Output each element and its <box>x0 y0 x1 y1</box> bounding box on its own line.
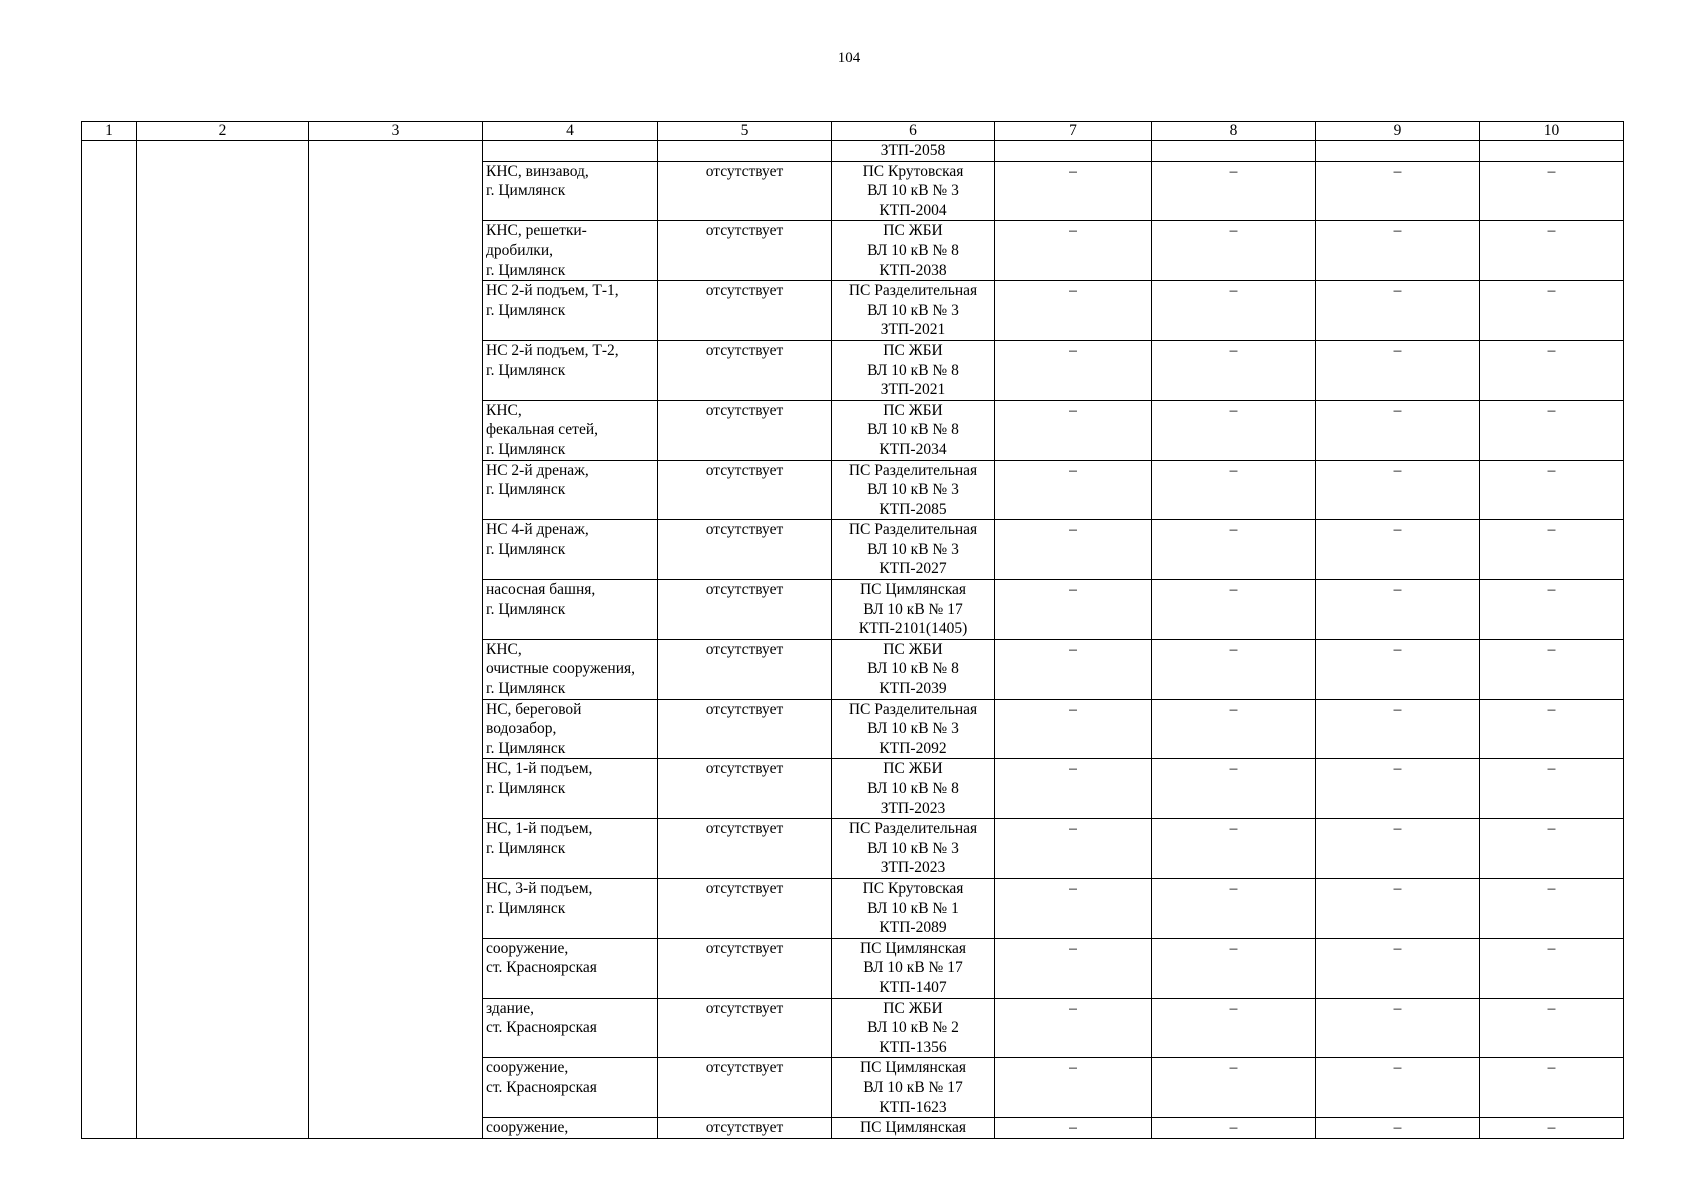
c4-line: г. Цимлянск <box>486 739 566 757</box>
cell-c5: отсутствует <box>658 460 832 520</box>
cell-c8: – <box>1152 580 1316 640</box>
c4-line: КНС, винзавод, <box>486 162 589 180</box>
cell-c4 <box>483 998 658 1058</box>
cell-c4 <box>483 819 658 879</box>
c4-line: г. Цимлянск <box>486 600 566 618</box>
c6-line: КТП-2038 <box>879 261 947 279</box>
cell-c4 <box>483 699 658 759</box>
cell-c4 <box>483 580 658 640</box>
c4-line: НС 4-й дренаж, <box>486 521 589 539</box>
c6-line: КТП-2101(1405) <box>858 620 968 638</box>
c4-line: ст. Красноярская <box>486 1019 597 1037</box>
cell-c5: отсутствует <box>658 878 832 938</box>
c6-line: ПС ЖБИ <box>883 222 943 240</box>
c6-line: ПС Цимлянская <box>859 1119 967 1137</box>
column-header: 4 <box>483 122 658 141</box>
cell-c10: – <box>1480 639 1624 699</box>
c6-line: ВЛ 10 кВ № 17 <box>863 1078 963 1096</box>
c6-line: ЗТП-2021 <box>880 381 946 399</box>
cell-c7: – <box>995 998 1152 1058</box>
cell-c5: отсутствует <box>658 221 832 281</box>
cell-c5: отсутствует <box>658 998 832 1058</box>
cell-c9: – <box>1316 580 1480 640</box>
cell-c6 <box>832 400 995 460</box>
column-number-header <box>82 122 1624 141</box>
cell-c6 <box>832 1118 995 1139</box>
c6-line: КТП-2004 <box>879 201 947 219</box>
c6-line: ПС Цимлянская <box>859 581 967 599</box>
c4-line: сооружение, <box>486 1059 569 1077</box>
cell-c5: отсутствует <box>658 639 832 699</box>
cell-c10: – <box>1480 520 1624 580</box>
column-header: 9 <box>1316 122 1480 141</box>
cell-c8: – <box>1152 460 1316 520</box>
cell-c4 <box>483 460 658 520</box>
cell-c4 <box>483 520 658 580</box>
cell-c5: отсутствует <box>658 699 832 759</box>
cell-c6 <box>832 878 995 938</box>
cell-c5: отсутствует <box>658 340 832 400</box>
cell-c7: – <box>995 938 1152 998</box>
cell-c9: – <box>1316 938 1480 998</box>
cell-c7: – <box>995 759 1152 819</box>
c4-line: водозабор, <box>486 720 557 738</box>
cell-c8: – <box>1152 998 1316 1058</box>
cell-c4 <box>483 759 658 819</box>
cell-c9: – <box>1316 998 1480 1058</box>
cell-c9: – <box>1316 221 1480 281</box>
c6-line: ПС Разделительная <box>848 820 978 838</box>
c6-line: ПС ЖБИ <box>883 341 943 359</box>
continuation-row <box>82 141 1624 162</box>
c6-line: КТП-2089 <box>879 919 947 937</box>
c4-line: ст. Красноярская <box>486 959 597 977</box>
cell-col8 <box>1152 141 1316 162</box>
c6-line: ВЛ 10 кВ № 3 <box>867 481 959 499</box>
cell-c10: – <box>1480 281 1624 341</box>
cell-c4 <box>483 221 658 281</box>
cell-c8: – <box>1152 938 1316 998</box>
cell-col9 <box>1316 141 1480 162</box>
cell-c6 <box>832 281 995 341</box>
c6-line: ЗТП-2021 <box>880 321 946 339</box>
cell-c7: – <box>995 520 1152 580</box>
cell-c10: – <box>1480 819 1624 879</box>
c6-line: ВЛ 10 кВ № 2 <box>867 1019 959 1037</box>
cell-c10: – <box>1480 580 1624 640</box>
cell-c9: – <box>1316 759 1480 819</box>
cell-c9: – <box>1316 520 1480 580</box>
cell-c6 <box>832 699 995 759</box>
cell-c4 <box>483 938 658 998</box>
cell-c4 <box>483 639 658 699</box>
column-header: 10 <box>1480 122 1624 141</box>
c4-line: г. Цимлянск <box>486 301 566 319</box>
c4-line: здание, <box>486 999 534 1017</box>
cell-c9: – <box>1316 400 1480 460</box>
cell-c7: – <box>995 639 1152 699</box>
c6-line: ВЛ 10 кВ № 3 <box>867 540 959 558</box>
c4-line: г. Цимлянск <box>486 680 566 698</box>
c6-line: КТП-2027 <box>879 560 947 578</box>
cell-c7: – <box>995 161 1152 221</box>
cell-c6 <box>832 161 995 221</box>
cell-c6 <box>832 819 995 879</box>
cell-c5: отсутствует <box>658 400 832 460</box>
c6-line: КТП-2092 <box>879 739 947 757</box>
c4-line: г. Цимлянск <box>486 780 566 797</box>
c6-line: КТП-1407 <box>879 978 947 996</box>
c4-line: г. Цимлянск <box>486 182 566 200</box>
cell-c5: отсутствует <box>658 938 832 998</box>
c4-line: фекальная сетей, <box>486 421 598 439</box>
c6-line: КТП-2034 <box>879 440 947 458</box>
cell-c10: – <box>1480 878 1624 938</box>
cell-c8: – <box>1152 759 1316 819</box>
c6-line: ПС Разделительная <box>848 521 978 539</box>
cell-c6 <box>832 580 995 640</box>
cell-c8: – <box>1152 340 1316 400</box>
c6-line: ВЛ 10 кВ № 17 <box>863 959 963 977</box>
cell-c7: – <box>995 460 1152 520</box>
c4-line: НС 2-й подъем, Т-2, <box>486 341 619 359</box>
cell-c10: – <box>1480 998 1624 1058</box>
cell-c9: – <box>1316 281 1480 341</box>
cell-col2-empty <box>137 141 309 1139</box>
cell-col5 <box>658 141 832 162</box>
cell-c6 <box>832 639 995 699</box>
c4-line: г. Цимлянск <box>486 540 566 558</box>
cell-c4 <box>483 281 658 341</box>
cell-c6 <box>832 759 995 819</box>
cell-c6 <box>832 1058 995 1118</box>
cell-c5: отсутствует <box>658 759 832 819</box>
cell-c10: – <box>1480 699 1624 759</box>
c4-line: дробилки, <box>486 241 554 259</box>
c4-line: НС, 1-й подъем, <box>486 820 593 838</box>
c6-line: ЗТП-2023 <box>880 859 946 877</box>
cell-c10: – <box>1480 759 1624 819</box>
c4-line: г. Цимлянск <box>486 440 566 458</box>
cell-c5: отсутствует <box>658 281 832 341</box>
cell-c10: – <box>1480 1118 1624 1139</box>
c6-line: ВЛ 10 кВ № 8 <box>867 660 959 678</box>
c6-line: ПС ЖБИ <box>883 999 943 1017</box>
cell-c5: отсутствует <box>658 520 832 580</box>
cell-c9: – <box>1316 699 1480 759</box>
c6-line: ПС ЖБИ <box>883 640 943 658</box>
c6-line: ПС Крутовская <box>862 879 964 897</box>
c6-line: ВЛ 10 кВ № 3 <box>867 720 959 738</box>
c4-line: г. Цимлянск <box>486 839 566 857</box>
cell-c9: – <box>1316 460 1480 520</box>
c4-line: очистные сооружения, <box>486 660 636 678</box>
c4-line: НС, 3-й подъем, <box>486 879 593 897</box>
cell-c4 <box>483 1058 658 1118</box>
column-header: 5 <box>658 122 832 141</box>
cell-c7: – <box>995 699 1152 759</box>
c6-line: ПС Разделительная <box>848 461 978 479</box>
c4-line: НС 2-й подъем, Т-1, <box>486 282 619 300</box>
c6-line: ВЛ 10 кВ № 8 <box>867 421 959 439</box>
c6-line: ПС ЖБИ <box>883 760 943 778</box>
cell-c6 <box>832 998 995 1058</box>
cell-c8: – <box>1152 400 1316 460</box>
c4-line: КНС, <box>486 401 522 419</box>
c6-line: ПС Разделительная <box>848 282 978 300</box>
cell-c9: – <box>1316 1058 1480 1118</box>
c6-line: ВЛ 10 кВ № 8 <box>867 780 959 797</box>
cell-c4 <box>483 340 658 400</box>
cell-c10: – <box>1480 400 1624 460</box>
c6-line: ПС Цимлянская <box>859 1059 967 1077</box>
cell-c10: – <box>1480 460 1624 520</box>
cell-col10 <box>1480 141 1624 162</box>
c6-line: ВЛ 10 кВ № 3 <box>867 182 959 200</box>
c4-line: КНС, решетки- <box>486 222 587 240</box>
cell-c6 <box>832 221 995 281</box>
cell-c7: – <box>995 400 1152 460</box>
page-number: 104 <box>837 50 861 66</box>
cell-c10: – <box>1480 340 1624 400</box>
c6-line: ПС ЖБИ <box>883 401 943 419</box>
cell-c7: – <box>995 221 1152 281</box>
column-header: 2 <box>137 122 309 141</box>
table-body <box>82 141 1624 1139</box>
c4-line: г. Цимлянск <box>486 261 566 279</box>
column-header: 3 <box>309 122 483 141</box>
cell-c7: – <box>995 878 1152 938</box>
cell-c6 <box>832 460 995 520</box>
c4-line: НС, береговой <box>486 700 582 718</box>
cell-c8: – <box>1152 639 1316 699</box>
cell-c6 <box>832 340 995 400</box>
cell-c4 <box>483 878 658 938</box>
cell-c10: – <box>1480 161 1624 221</box>
cell-c8: – <box>1152 281 1316 341</box>
cell-c9: – <box>1316 639 1480 699</box>
c4-line: сооружение, <box>486 1119 569 1137</box>
c6-line: ПС Разделительная <box>848 700 978 718</box>
cell-c10: – <box>1480 221 1624 281</box>
cell-c8: – <box>1152 878 1316 938</box>
column-header: 7 <box>995 122 1152 141</box>
cell-c9: – <box>1316 819 1480 879</box>
cell-c9: – <box>1316 1118 1480 1139</box>
cell-c7: – <box>995 1058 1152 1118</box>
c6-line: ЗТП-2023 <box>880 799 946 817</box>
cell-c10: – <box>1480 1058 1624 1118</box>
c4-line: НС, 1-й подъем, <box>486 760 593 778</box>
cell-col7 <box>995 141 1152 162</box>
cell-c9: – <box>1316 161 1480 221</box>
cell-col3-empty <box>309 141 483 1139</box>
c4-line: КНС, <box>486 640 522 658</box>
c6-line: КТП-2039 <box>879 680 947 698</box>
c4-line: НС 2-й дренаж, <box>486 461 589 479</box>
cell-col4 <box>483 141 658 162</box>
c4-line: сооружение, <box>486 939 569 957</box>
cell-col6: ЗТП-2058 <box>832 141 995 162</box>
cell-c8: – <box>1152 1118 1316 1139</box>
c6-line: ПС Цимлянская <box>859 939 967 957</box>
c6-line: ВЛ 10 кВ № 8 <box>867 241 959 259</box>
column-header: 1 <box>82 122 137 141</box>
cell-c5: отсутствует <box>658 1058 832 1118</box>
c4-line: ст. Красноярская <box>486 1078 597 1096</box>
cell-c7: – <box>995 580 1152 640</box>
c6-line: ВЛ 10 кВ № 3 <box>867 301 959 319</box>
cell-c5: отсутствует <box>658 819 832 879</box>
cell-c9: – <box>1316 878 1480 938</box>
cell-c8: – <box>1152 520 1316 580</box>
c6-line: ПС Крутовская <box>862 162 964 180</box>
cell-c8: – <box>1152 699 1316 759</box>
c6-line: ВЛ 10 кВ № 1 <box>867 899 959 917</box>
cell-c9: – <box>1316 340 1480 400</box>
c6-line: ВЛ 10 кВ № 17 <box>863 600 963 618</box>
cell-c5: отсутствует <box>658 1118 832 1139</box>
cell-c5: отсутствует <box>658 161 832 221</box>
cell-c8: – <box>1152 161 1316 221</box>
cell-c10: – <box>1480 938 1624 998</box>
c6-line: ВЛ 10 кВ № 3 <box>867 839 959 857</box>
column-header: 8 <box>1152 122 1316 141</box>
data-table <box>81 121 1624 1139</box>
c6-line: КТП-1356 <box>879 1038 947 1056</box>
c6-line: КТП-2085 <box>879 500 947 518</box>
c6-line: КТП-1623 <box>879 1098 947 1116</box>
cell-col1-empty <box>82 141 137 1139</box>
cell-c7: – <box>995 281 1152 341</box>
cell-c7: – <box>995 1118 1152 1139</box>
c4-line: г. Цимлянск <box>486 899 566 917</box>
cell-c7: – <box>995 340 1152 400</box>
cell-c8: – <box>1152 1058 1316 1118</box>
c4-line: насосная башня, <box>486 581 596 599</box>
cell-c7: – <box>995 819 1152 879</box>
cell-c8: – <box>1152 221 1316 281</box>
cell-c4 <box>483 400 658 460</box>
cell-c6 <box>832 520 995 580</box>
cell-c5: отсутствует <box>658 580 832 640</box>
cell-c4 <box>483 161 658 221</box>
cell-c8: – <box>1152 819 1316 879</box>
cell-c4 <box>483 1118 658 1139</box>
c4-line: г. Цимлянск <box>486 361 566 379</box>
c4-line: г. Цимлянск <box>486 481 566 499</box>
column-header: 6 <box>832 122 995 141</box>
c6-line: ВЛ 10 кВ № 8 <box>867 361 959 379</box>
cell-c6 <box>832 938 995 998</box>
